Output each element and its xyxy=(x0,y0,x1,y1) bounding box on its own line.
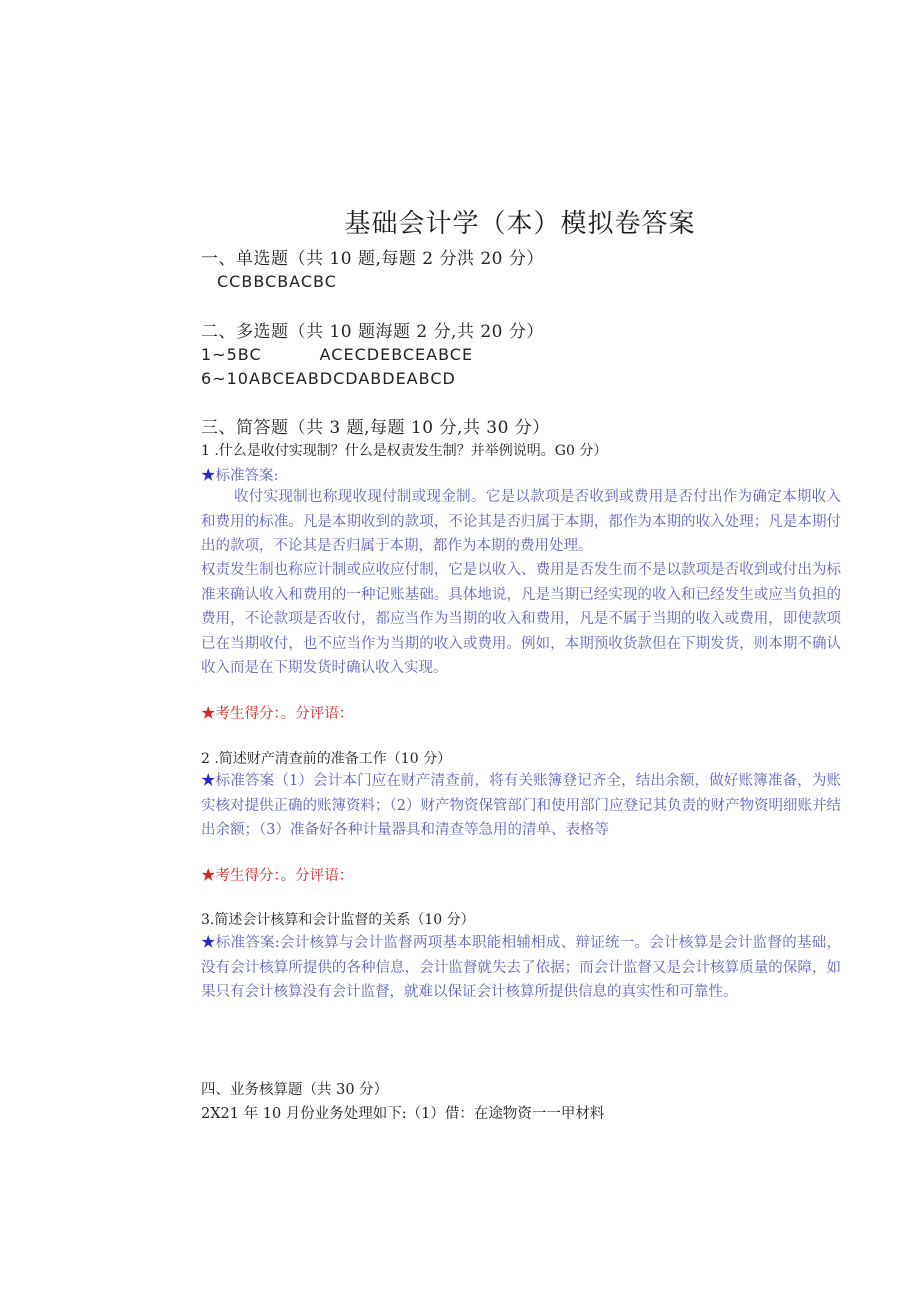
q2-score: 考生得分：。分评语： xyxy=(215,868,354,884)
section4-line1: 2X21 年 10 月份业务处理如下:（1）借：在途物资一一甲材料 xyxy=(201,1106,605,1122)
section3-heading: 三、简答题（共 3 题,每题 10 分,共 30 分） xyxy=(201,418,550,438)
q1-answer-para2: 权责发生制也称应计制或应收应付制，它是以收入、费用是否发生而不是以款项是否收到或付出为标准来确认收入和费用的一种记账基础。具体地说，凡是当期已经实现的收入和已经发生或应当负担的费用，不论款项是否收付，都应当作为当期的收入和费用，凡是不属于当期的收入或费用，即使款项已在当期收付，也不应当作为当期的收入或费用。例如，本期预收货款但在下期发货，则本期不确认收入而是在下期发货时确认收入实现。 xyxy=(201,562,841,676)
q1-answer-label-row xyxy=(201,464,278,485)
q3-answer-label: 标准答案: xyxy=(215,935,280,951)
section2-row1-rest: ACECDEBCEABCE xyxy=(319,345,474,364)
q2-answer-label: 标准答案 xyxy=(215,773,275,789)
q1-answer-para1: 收付实现制也称现收现付制或现金制。它是以款项是否收到或费用是否付出作为确定本期收入和费用的标准。凡是本期收到的款项，不论其是否归属于本期，都作为本期的收入处理；凡是本期付出的款项，不论其是否归属于本期，都作为本期的费用处理。 xyxy=(201,489,841,554)
q3-answer-text: 会计核算与会计监督两项基本职能相辅相成、辩证统一。会计核算是会计监督的基础，没有会计核算所提供的各种信息，会计监督就失去了依据；而会计监督又是会计核算质量的保障，如果只有会计核算没有会计监督，就难以保证会计核算所提供信息的真实性和可靠性。 xyxy=(201,935,842,1000)
star-icon: ★ xyxy=(201,706,216,722)
q1-score-row xyxy=(201,702,353,723)
section2-heading: 二、多选题（共 10 题海题 2 分,共 20 分） xyxy=(201,322,544,342)
q3-question: 3.简述会计核算和会计监督的关系（10 分） xyxy=(201,912,475,928)
section2-row1-prefix: 1~5BC xyxy=(201,345,262,364)
q2-answer-text: （1）会计本门应在财产清查前，将有关账簿登记齐全，结出余额，做好账簿准备，为账实核对提供正确的账簿资料；（2）财产物资保管部门和使用部门应登记其负责的财产物资明细账并结出余额；（3）准备好各种计量器具和清查等急用的清单、表格等 xyxy=(201,773,842,838)
section2-row1 xyxy=(201,345,473,364)
star-icon: ★ xyxy=(201,773,216,789)
section1-heading: 一、单选题（共 10 题,每题 2 分洪 20 分） xyxy=(201,249,544,269)
q2-question: 2 .简述财产清查前的准备工作（10 分） xyxy=(201,751,452,767)
q1-score: 考生得分：。分评语： xyxy=(215,706,354,722)
q3-answer xyxy=(201,931,841,1005)
q2-answer xyxy=(201,769,841,843)
q2-score-row xyxy=(201,864,353,885)
section1-answers: CCBBCBACBC xyxy=(217,272,337,291)
section2-row2: 6~10ABCEABDCDABDEABCD xyxy=(201,369,456,388)
star-icon: ★ xyxy=(201,868,216,884)
q1-question: 1 .什么是收付实现制？什么是权责发生制？并举例说明。G0 分） xyxy=(201,443,608,459)
star-icon: ★ xyxy=(201,935,216,951)
q1-answer-label: 标准答案: xyxy=(215,468,279,484)
page-title: 基础会计学（本）模拟卷答案 xyxy=(344,209,696,239)
star-icon: ★ xyxy=(201,468,216,484)
section4-heading: 四、业务核算题（共 30 分） xyxy=(201,1082,389,1098)
